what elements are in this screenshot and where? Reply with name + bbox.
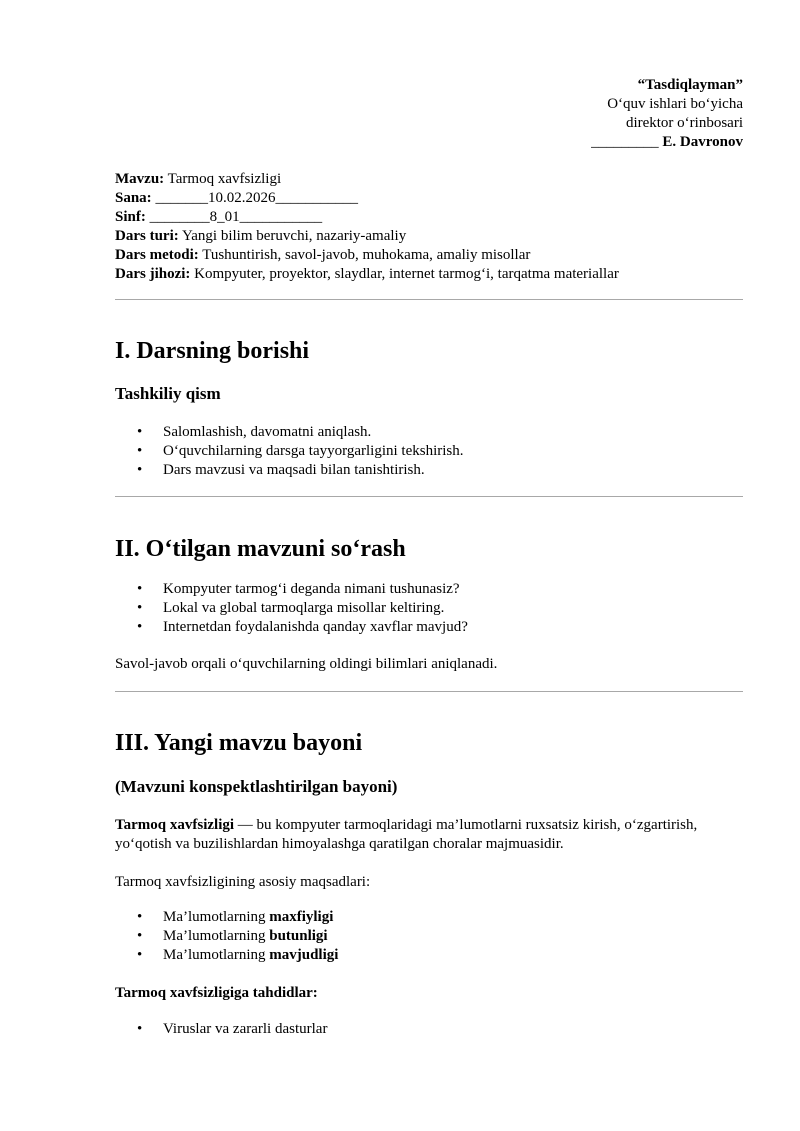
divider — [115, 691, 743, 692]
approval-signature — [591, 133, 743, 152]
goals-intro: Tarmoq xavfsizligining asosiy maqsadlari: — [115, 874, 371, 890]
list-item: • Ma’lumotlarning mavjudligi — [137, 947, 339, 963]
section-3-title: III. Yangi mavzu bayoni — [115, 730, 363, 756]
threats-list — [115, 1020, 327, 1039]
meta-equipment — [115, 265, 619, 284]
goals-list — [115, 908, 338, 965]
approval-title: “Tasdiqlayman” — [637, 77, 743, 93]
signature-blank: _________ — [591, 134, 663, 150]
section-1-list — [115, 423, 464, 480]
approval-block — [591, 76, 743, 152]
topic-label: Mavzu: — [115, 171, 165, 187]
method-value: Tushuntirish, savol-javob, muhokama, amaliy misollar — [198, 247, 531, 263]
list-item: • O‘quvchilarning darsga tayyorgarligini tekshirish. — [137, 443, 464, 459]
approval-line-2: direktor o‘rinbosari — [625, 115, 743, 131]
definition-term: Tarmoq xavfsizligi — [115, 817, 235, 833]
class-label: Sinf: — [115, 209, 146, 225]
divider — [115, 496, 743, 497]
meta-date — [115, 189, 619, 208]
definition-paragraph — [115, 816, 743, 854]
lesson-meta — [115, 170, 619, 284]
threats-title: Tarmoq xavfsizligiga tahdidlar: — [115, 985, 318, 1001]
section-2-note: Savol-javob orqali o‘quvchilarning oldingi bilimlari aniqlanadi. — [115, 656, 498, 672]
type-label: Dars turi: — [115, 228, 179, 244]
date-label: Sana: — [115, 190, 152, 206]
method-label: Dars metodi: — [115, 247, 199, 263]
section-2-title: II. O‘tilgan mavzuni so‘rash — [115, 536, 406, 562]
equipment-label: Dars jihozi: — [115, 266, 191, 282]
list-item: • Viruslar va zararli dasturlar — [137, 1021, 328, 1037]
class-value: ________8_01___________ — [145, 209, 323, 225]
type-value: Yangi bilim beruvchi, nazariy-amaliy — [178, 228, 407, 244]
list-item: • Ma’lumotlarning maxfiyligi — [137, 909, 334, 925]
meta-topic — [115, 170, 619, 189]
list-item: • Ma’lumotlarning butunligi — [137, 928, 328, 944]
section-1-subtitle: Tashkiliy qism — [115, 384, 221, 403]
divider — [115, 299, 743, 300]
list-item: • Lokal va global tarmoqlarga misollar keltiring. — [137, 600, 445, 616]
approval-line-1: O‘quv ishlari bo‘yicha — [607, 96, 743, 112]
section-2-list — [115, 580, 468, 637]
section-3-subtitle: (Mavzuni konspektlashtirilgan bayoni) — [115, 777, 398, 796]
topic-value: Tarmoq xavfsizligi — [164, 171, 282, 187]
list-item: • Salomlashish, davomatni aniqlash. — [137, 424, 372, 440]
meta-class — [115, 208, 619, 227]
definition-text: — bu kompyuter tarmoqlaridagi ma’lumotlarni ruxsatsiz kirish, o‘zgartirish, yo‘qotish va buzilishlardan himoyalashga qaratilgan choralar majmuasidir. — [115, 817, 698, 852]
list-item: • Kompyuter tarmog‘i deganda nimani tushunasiz? — [137, 581, 460, 597]
approver-name: E. Davronov — [662, 134, 743, 150]
meta-method — [115, 246, 619, 265]
list-item: • Internetdan foydalanishda qanday xavflar mavjud? — [137, 619, 468, 635]
list-item: • Dars mavzusi va maqsadi bilan tanishtirish. — [137, 462, 425, 478]
equipment-value: Kompyuter, proyektor, slaydlar, internet tarmog‘i, tarqatma materiallar — [190, 266, 619, 282]
section-1-title: I. Darsning borishi — [115, 338, 310, 364]
date-value: _______10.02.2026___________ — [151, 190, 358, 206]
meta-type — [115, 227, 619, 246]
